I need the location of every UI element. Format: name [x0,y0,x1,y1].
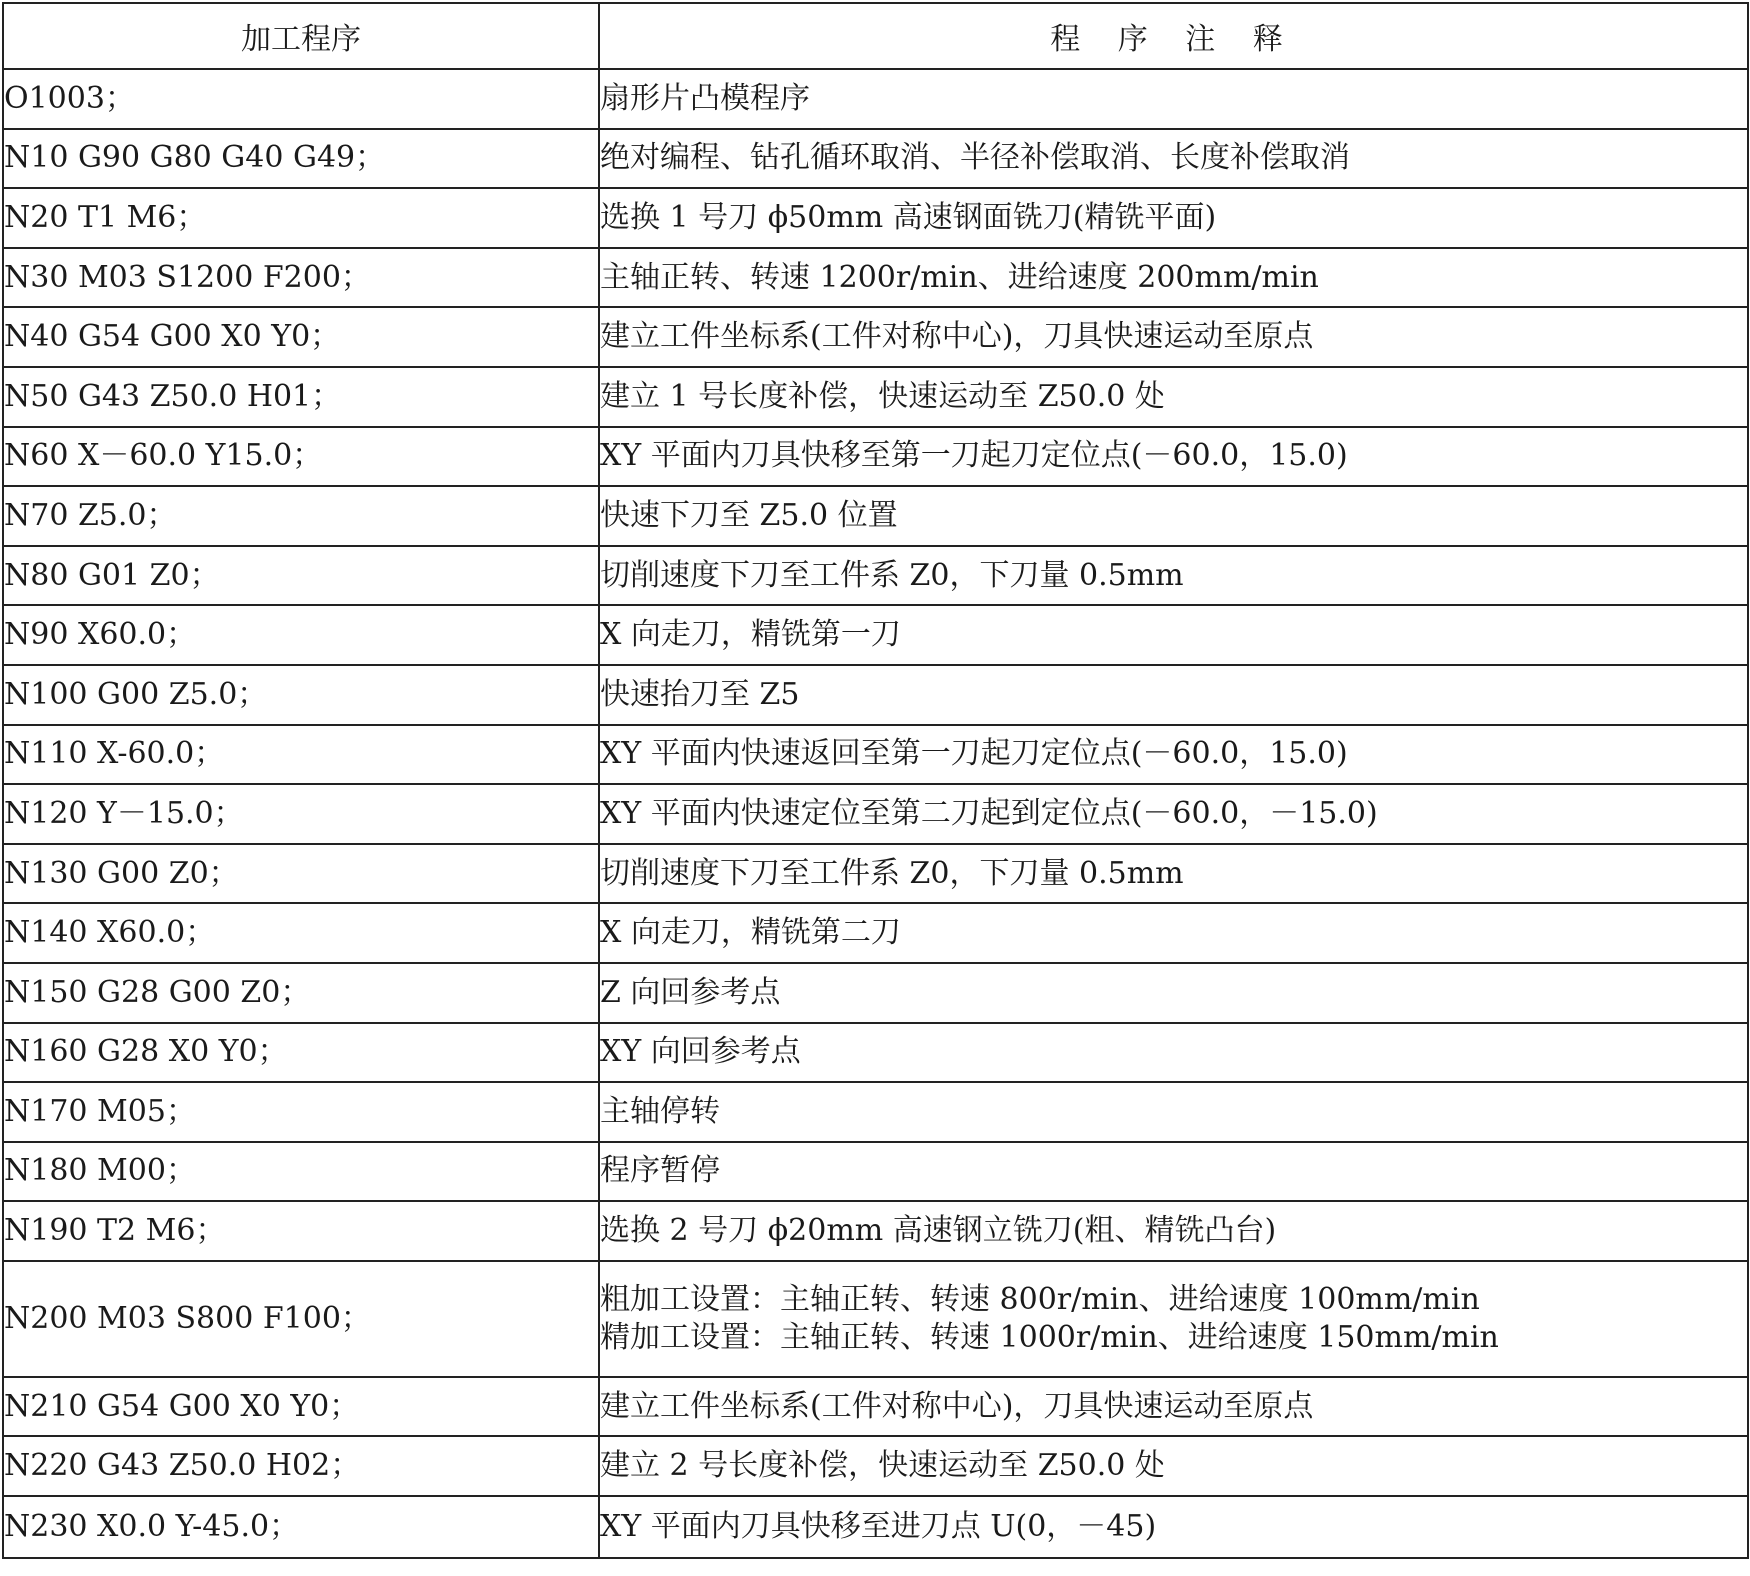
program-code-text: N190 T2 M6； [4,1213,226,1249]
program-code-cell [3,129,599,189]
program-comment-text: 建立工件坐标系(工件对称中心)，刀具快速运动至原点 [600,319,1314,355]
program-code-text: N120 Y－15.0； [4,795,244,831]
program-comment-text: XY 平面内刀具快移至第一刀起刀定位点(－60.0，15.0) [600,438,1348,474]
program-comment-cell [599,1082,1748,1142]
program-code-text: N180 M00； [4,1153,196,1189]
program-comment-cell [599,69,1748,129]
table-row [3,784,1748,844]
program-code-cell [3,1201,599,1261]
table-row [3,1142,1748,1202]
program-comment-text: XY 向回参考点 [600,1034,801,1070]
program-code-cell [3,1261,599,1377]
table-row [3,1436,1748,1496]
program-comment-text: 快速抬刀至 Z5 [600,676,800,712]
program-code-text: N220 G43 Z50.0 H02； [4,1448,361,1484]
program-code-text: N230 X0.0 Y-45.0； [4,1509,300,1545]
program-comment-cell [599,665,1748,725]
program-code-text: N90 X60.0； [4,617,197,653]
program-code-cell [3,248,599,308]
program-code-cell [3,903,599,963]
program-comment-text: Z 向回参考点 [600,974,781,1010]
program-comment-text: 精加工设置：主轴正转、转速 1000r/min、进给速度 150mm/min [600,1319,1499,1355]
table-row [3,1201,1748,1261]
program-comment-text: 建立 2 号长度补偿，快速运动至 Z50.0 处 [600,1448,1165,1484]
program-code-cell [3,486,599,546]
program-comment-cell [599,1377,1748,1437]
table-row [3,903,1748,963]
table-row [3,486,1748,546]
program-code-cell [3,69,599,129]
program-comment-text: X 向走刀，精铣第一刀 [600,617,901,653]
program-comment-cell [599,307,1748,367]
program-code-text: N150 G28 G00 Z0； [4,974,311,1010]
program-comment-cell [599,903,1748,963]
program-table-body [3,69,1748,1558]
table-row [3,248,1748,308]
program-comment-cell [599,188,1748,248]
program-code-text: N60 X－60.0 Y15.0； [4,438,323,474]
table-header-row [3,3,1748,69]
program-comment-cell [599,1496,1748,1558]
program-code-text: N50 G43 Z50.0 H01； [4,378,342,414]
program-comment-cell [599,963,1748,1023]
table-row [3,725,1748,785]
program-comment-text: 程序暂停 [600,1153,720,1189]
program-comment-cell [599,1261,1748,1377]
table-row [3,963,1748,1023]
program-comment-cell [599,1201,1748,1261]
program-comment-cell [599,248,1748,308]
program-code-cell [3,1496,599,1558]
program-comment-text: 建立工件坐标系(工件对称中心)，刀具快速运动至原点 [600,1388,1314,1424]
program-comment-cell [599,1436,1748,1496]
program-comment-cell [599,486,1748,546]
program-code-text: N100 G00 Z5.0； [4,676,268,712]
program-code-text: N110 X-60.0； [4,736,225,772]
table-row [3,1082,1748,1142]
table-row [3,1023,1748,1083]
program-comment-cell [599,367,1748,427]
program-comment-text: 主轴停转 [600,1093,720,1129]
program-code-cell [3,784,599,844]
program-comment-text: 粗加工设置：主轴正转、转速 800r/min、进给速度 100mm/min [600,1281,1480,1317]
program-code-cell [3,427,599,487]
table-row [3,367,1748,427]
program-code-cell [3,1436,599,1496]
program-code-cell [3,665,599,725]
program-table [2,2,1749,1559]
program-comment-text: 切削速度下刀至工件系 Z0，下刀量 0.5mm [600,557,1184,593]
program-comment-text: 建立 1 号长度补偿，快速运动至 Z50.0 处 [600,378,1165,414]
program-comment-text: XY 平面内快速返回至第一刀起刀定位点(－60.0，15.0) [600,736,1348,772]
program-comment-text: 切削速度下刀至工件系 Z0，下刀量 0.5mm [600,855,1184,891]
program-comment-cell [599,1023,1748,1083]
table-row [3,1377,1748,1437]
program-code-text: N40 G54 G00 X0 Y0； [4,319,341,355]
program-code-cell [3,963,599,1023]
program-comment-cell [599,427,1748,487]
program-code-cell [3,546,599,606]
program-code-cell [3,1082,599,1142]
table-row [3,844,1748,904]
program-code-cell [3,1023,599,1083]
program-comment-text: 绝对编程、钻孔循环取消、半径补偿取消、长度补偿取消 [600,140,1350,176]
program-code-text: N130 G00 Z0； [4,855,239,891]
program-comment-text: 扇形片凸模程序 [600,80,810,116]
program-code-cell [3,1377,599,1437]
table-row [3,188,1748,248]
program-code-cell [3,844,599,904]
program-code-cell [3,307,599,367]
program-code-text: N140 X60.0； [4,915,216,951]
header-program: 加工程序 [3,3,599,69]
table-row [3,427,1748,487]
table-row [3,307,1748,367]
program-code-text: N170 M05； [4,1093,196,1129]
program-code-text: N210 G54 G00 X0 Y0； [4,1388,360,1424]
table-row [3,69,1748,129]
program-comment-cell [599,784,1748,844]
program-comment-text: XY 平面内刀具快移至进刀点 U(0，－45) [600,1509,1157,1545]
table-row [3,546,1748,606]
program-comment-cell [599,725,1748,785]
program-comment-text: XY 平面内快速定位至第二刀起到定位点(－60.0，－15.0) [600,795,1378,831]
program-code-cell [3,367,599,427]
program-comment-text: X 向走刀，精铣第二刀 [600,915,901,951]
program-comment-cell [599,844,1748,904]
program-table-container [2,2,1749,1559]
program-code-text: O1003； [4,80,135,116]
program-code-cell [3,1142,599,1202]
table-row [3,605,1748,665]
table-row [3,1496,1748,1558]
program-code-text: N20 T1 M6； [4,199,207,235]
program-code-text: N30 M03 S1200 F200； [4,259,371,295]
program-comment-cell [599,1142,1748,1202]
program-comment-cell [599,605,1748,665]
program-code-text: N200 M03 S800 F100； [4,1300,371,1336]
program-comment-text: 选换 2 号刀 ϕ20mm 高速钢立铣刀(粗、精铣凸台) [600,1213,1277,1249]
program-comment-text: 快速下刀至 Z5.0 位置 [600,497,898,533]
program-comment-cell [599,129,1748,189]
program-comment-cell [599,546,1748,606]
header-comment: 程 序 注 释 [599,3,1748,69]
table-row [3,1261,1748,1377]
program-comment-text: 主轴正转、转速 1200r/min、进给速度 200mm/min [600,259,1319,295]
program-code-cell [3,188,599,248]
program-code-cell [3,725,599,785]
program-code-cell [3,605,599,665]
program-comment-text: 选换 1 号刀 ϕ50mm 高速钢面铣刀(精铣平面) [600,199,1217,235]
program-code-text: N10 G90 G80 G40 G49； [4,140,386,176]
table-row [3,129,1748,189]
table-row [3,665,1748,725]
program-code-text: N70 Z5.0； [4,497,177,533]
program-code-text: N80 G01 Z0； [4,557,220,593]
program-code-text: N160 G28 X0 Y0； [4,1034,288,1070]
